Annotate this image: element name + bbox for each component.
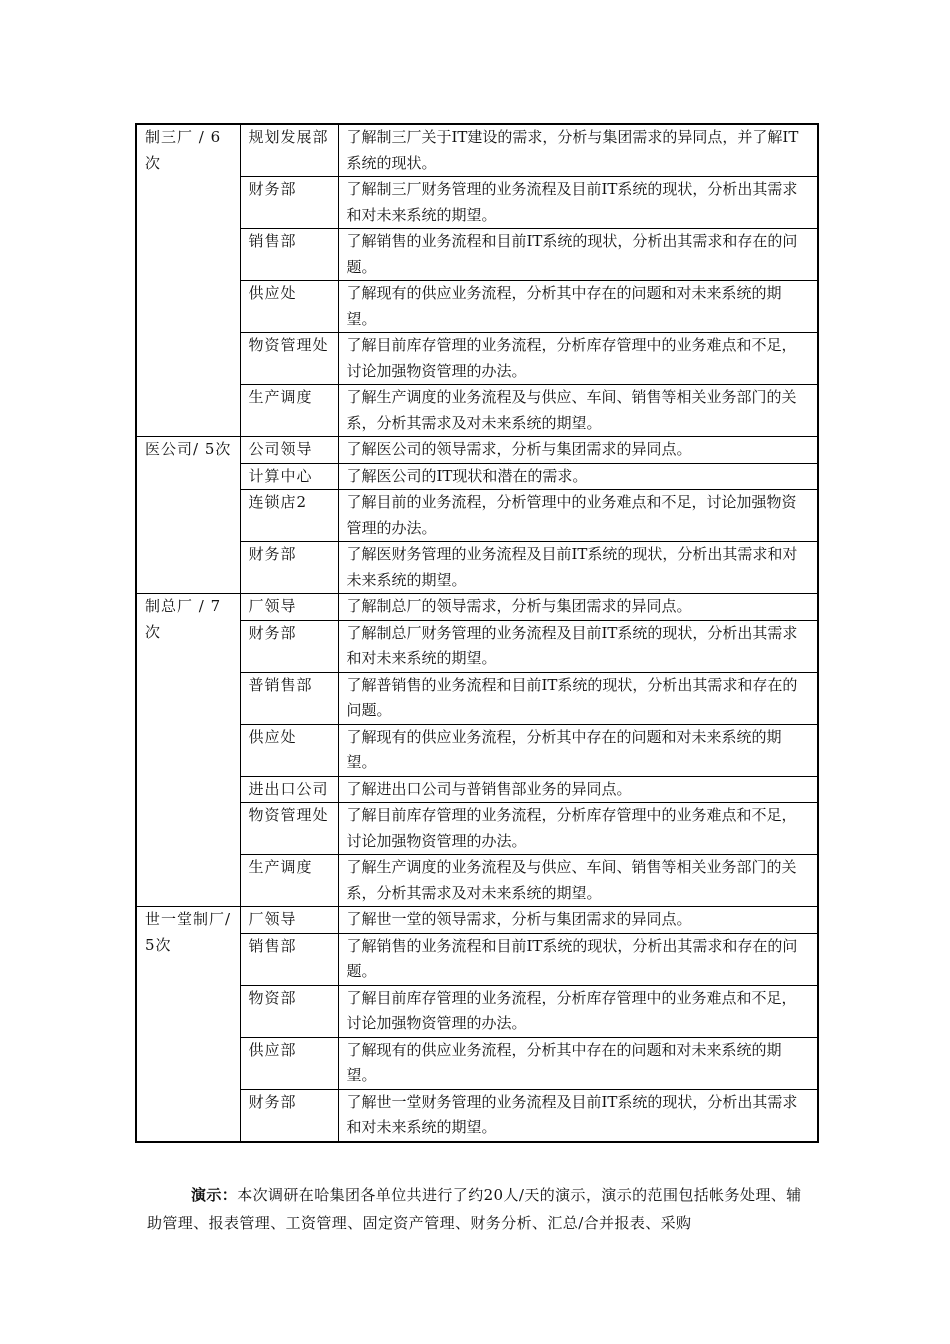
department-cell: 物资管理处	[240, 803, 338, 855]
department-cell: 厂领导	[240, 594, 338, 621]
description-cell: 了解世一堂财务管理的业务流程及目前IT系统的现状，分析出其需求和对未来系统的期望。	[338, 1089, 818, 1142]
description-cell: 了解生产调度的业务流程及与供应、车间、销售等相关业务部门的关系，分析其需求及对未来系统的期望。	[338, 385, 818, 437]
unit-cell: 制三厂 / 6次	[136, 124, 240, 437]
department-cell: 公司领导	[240, 437, 338, 464]
description-cell: 了解现有的供应业务流程，分析其中存在的问题和对未来系统的期望。	[338, 1037, 818, 1089]
unit-cell: 世一堂制厂/ 5次	[136, 907, 240, 1142]
demo-label: 演示：	[191, 1186, 238, 1204]
description-cell: 了解医财务管理的业务流程及目前IT系统的现状，分析出其需求和对未来系统的期望。	[338, 542, 818, 594]
description-cell: 了解销售的业务流程和目前IT系统的现状，分析出其需求和存在的问题。	[338, 933, 818, 985]
unit-cell: 制总厂 / 7次	[136, 594, 240, 907]
demo-paragraph	[147, 1181, 807, 1237]
department-cell: 供应处	[240, 281, 338, 333]
description-cell: 了解目前库存管理的业务流程，分析库存管理中的业务难点和不足，讨论加强物资管理的办法。	[338, 333, 818, 385]
survey-table	[135, 123, 819, 1143]
department-cell: 物资部	[240, 985, 338, 1037]
table-row	[136, 594, 818, 621]
department-cell: 厂领导	[240, 907, 338, 934]
description-cell: 了解现有的供应业务流程，分析其中存在的问题和对未来系统的期望。	[338, 724, 818, 776]
survey-table-body	[136, 124, 818, 1142]
department-cell: 财务部	[240, 620, 338, 672]
department-cell: 普销售部	[240, 672, 338, 724]
table-row	[136, 437, 818, 464]
description-cell: 了解医公司的IT现状和潜在的需求。	[338, 463, 818, 490]
description-cell: 了解目前的业务流程，分析管理中的业务难点和不足，讨论加强物资管理的办法。	[338, 490, 818, 542]
department-cell: 销售部	[240, 229, 338, 281]
description-cell: 了解目前库存管理的业务流程，分析库存管理中的业务难点和不足，讨论加强物资管理的办法。	[338, 803, 818, 855]
department-cell: 供应部	[240, 1037, 338, 1089]
description-cell: 了解制三厂财务管理的业务流程及目前IT系统的现状，分析出其需求和对未来系统的期望。	[338, 177, 818, 229]
description-cell: 了解普销售的业务流程和目前IT系统的现状，分析出其需求和存在的问题。	[338, 672, 818, 724]
description-cell: 了解制总厂财务管理的业务流程及目前IT系统的现状，分析出其需求和对未来系统的期望。	[338, 620, 818, 672]
table-row	[136, 907, 818, 934]
department-cell: 物资管理处	[240, 333, 338, 385]
description-cell: 了解现有的供应业务流程，分析其中存在的问题和对未来系统的期望。	[338, 281, 818, 333]
department-cell: 供应处	[240, 724, 338, 776]
department-cell: 计算中心	[240, 463, 338, 490]
department-cell: 财务部	[240, 1089, 338, 1142]
department-cell: 财务部	[240, 177, 338, 229]
department-cell: 规划发展部	[240, 124, 338, 177]
department-cell: 进出口公司	[240, 776, 338, 803]
description-cell: 了解医公司的领导需求，分析与集团需求的异同点。	[338, 437, 818, 464]
department-cell: 生产调度	[240, 385, 338, 437]
department-cell: 销售部	[240, 933, 338, 985]
description-cell: 了解目前库存管理的业务流程，分析库存管理中的业务难点和不足，讨论加强物资管理的办法。	[338, 985, 818, 1037]
department-cell: 连锁店2	[240, 490, 338, 542]
department-cell: 生产调度	[240, 855, 338, 907]
department-cell: 财务部	[240, 542, 338, 594]
description-cell: 了解进出口公司与普销售部业务的异同点。	[338, 776, 818, 803]
description-cell: 了解销售的业务流程和目前IT系统的现状，分析出其需求和存在的问题。	[338, 229, 818, 281]
description-cell: 了解世一堂的领导需求，分析与集团需求的异同点。	[338, 907, 818, 934]
unit-cell: 医公司/ 5次	[136, 437, 240, 594]
table-row	[136, 124, 818, 177]
description-cell: 了解制总厂的领导需求，分析与集团需求的异同点。	[338, 594, 818, 621]
description-cell: 了解生产调度的业务流程及与供应、车间、销售等相关业务部门的关系，分析其需求及对未来系统的期望。	[338, 855, 818, 907]
description-cell: 了解制三厂关于IT建设的需求，分析与集团需求的异同点，并了解IT系统的现状。	[338, 124, 818, 177]
demo-text: 本次调研在哈集团各单位共进行了约20人/天的演示，演示的范围包括帐务处理、辅助管理、报表管理、工资管理、固定资产管理、财务分析、汇总/合并报表、采购	[147, 1186, 802, 1232]
